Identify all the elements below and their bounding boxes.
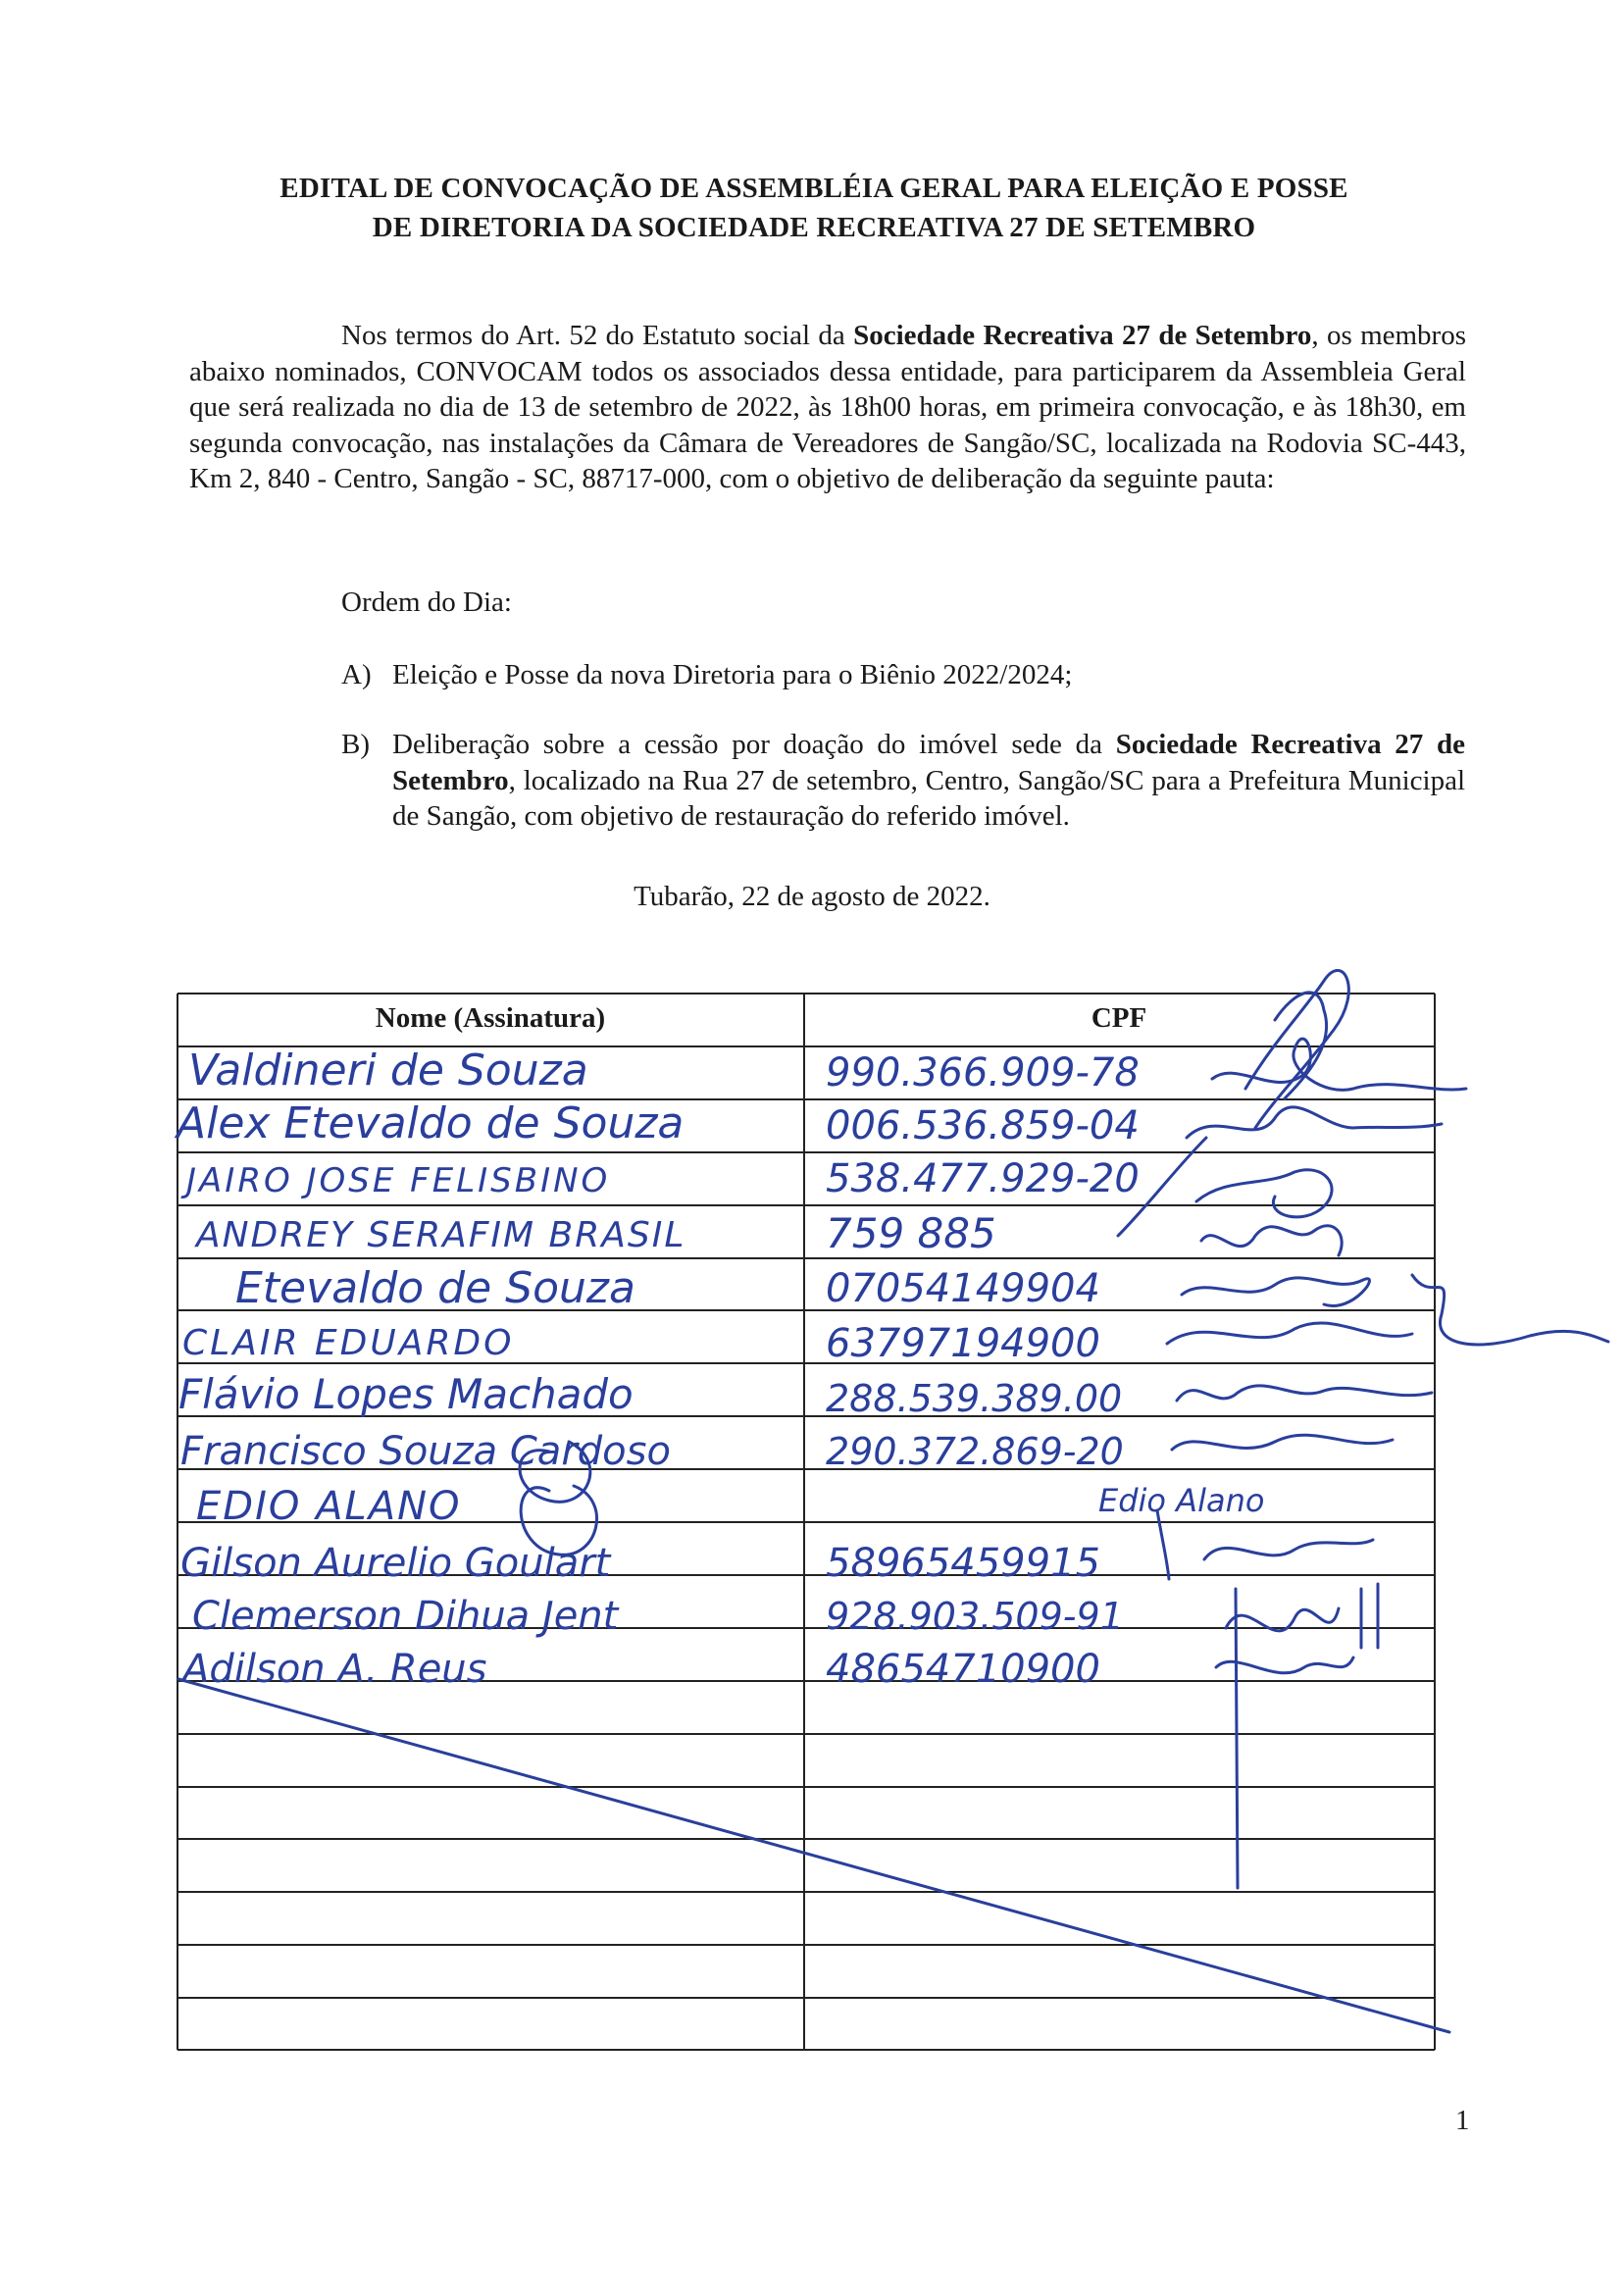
agenda-b-part-2: , localizado na Rua 27 de setembro, Centro, Sangão/SC para a Prefeitura Municipal de Sangão, com objetivo de restauração do referido imóvel. — [392, 764, 1465, 833]
signature-cpf-10: 58965459915 — [826, 1541, 1100, 1586]
signature-name-3: JAIRO JOSE FELISBINO — [186, 1161, 611, 1200]
signature-name-11: Clemerson Dihua Jent — [192, 1594, 619, 1639]
signature-cpf-8: 290.372.869-20 — [826, 1430, 1124, 1473]
agenda-item-text — [392, 727, 1465, 835]
agenda-b-org-name: Sociedade Recreativa 27 de Setembro — [392, 729, 1465, 796]
header-name: Nome (Assinatura) — [375, 1002, 606, 1034]
agenda-item-letter: A) — [341, 659, 372, 690]
place-date: Tubarão, 22 de agosto de 2022. — [634, 881, 990, 912]
signature-name-6: CLAIR EDUARDO — [182, 1323, 515, 1363]
signature-cpf-11: 928.903.509-91 — [826, 1595, 1124, 1638]
intro-part-2: , os membros abaixo nominados, CONVOCAM todos os associados dessa entidade, para participarem da Assembleia Geral que será realizada no dia de 13 de setembro de 2022, às 18h00 horas, em primeira convocação, e às 18h30, em segunda convocação, nas instalações da Câmara de Vereadores de Sangão/SC, localizada na Rodovia SC-443, Km 2, 840 - Centro, Sangão - SC, 88717-000, com o objetivo de deliberação da seguinte pauta: — [189, 320, 1466, 495]
agenda-item-b — [341, 727, 1469, 844]
rubric-5b — [1412, 1275, 1608, 1345]
signature-name-12: Adilson A. Reus — [182, 1647, 487, 1692]
signature-cpf-3: 538.477.929-20 — [826, 1156, 1140, 1201]
signature-name-4: ANDREY SERAFIM BRASIL — [196, 1215, 686, 1255]
signature-cpf-5: 07054149904 — [826, 1266, 1100, 1311]
signature-cpf-6: 63797194900 — [826, 1321, 1100, 1366]
signature-cpf-4: 759 885 — [826, 1209, 996, 1257]
agenda-item-text: Eleição e Posse da nova Diretoria para o Biênio 2022/2024; — [392, 659, 1073, 690]
title-line-1: EDITAL DE CONVOCAÇÃO DE ASSEMBLÉIA GERAL PARA ELEIÇÃO E POSSE — [279, 173, 1348, 204]
signature-name-10: Gilson Aurelio Goulart — [180, 1541, 611, 1586]
agenda-item-a — [341, 657, 1469, 696]
signature-cpf-2: 006.536.859-04 — [826, 1103, 1140, 1148]
signature-cpf-7: 288.539.389.00 — [826, 1377, 1123, 1420]
signature-name-1: Valdineri de Souza — [188, 1045, 588, 1096]
intro-org-name: Sociedade Recreativa 27 de Setembro — [853, 320, 1312, 351]
intro-part-1: Nos termos do Art. 52 do Estatuto social da — [341, 320, 854, 351]
agenda-heading: Ordem do Dia: — [341, 586, 512, 618]
signature-cpf-12: 48654710900 — [826, 1647, 1100, 1692]
page-number: 1 — [1455, 2105, 1470, 2136]
signature-cpf-1: 990.366.909-78 — [826, 1050, 1140, 1096]
document-title — [177, 169, 1451, 247]
signature-name-7: Flávio Lopes Machado — [178, 1370, 634, 1418]
signature-name-2: Alex Etevaldo de Souza — [177, 1098, 685, 1148]
header-cpf: CPF — [1091, 1002, 1147, 1034]
agenda-b-part-1: Deliberação sobre a cessão por doação do imóvel sede da — [392, 729, 1116, 760]
signature-side-note: Edio Alano — [1098, 1482, 1265, 1519]
signature-name-5: Etevaldo de Souza — [235, 1263, 635, 1313]
signature-name-8: Francisco Souza Cardoso — [180, 1429, 671, 1474]
agenda-item-letter: B) — [341, 729, 370, 760]
title-line-2: DE DIRETORIA DA SOCIEDADE RECREATIVA 27 DE SETEMBRO — [372, 212, 1256, 243]
signature-name-9: EDIO ALANO — [196, 1484, 462, 1529]
intro-paragraph — [189, 318, 1466, 497]
